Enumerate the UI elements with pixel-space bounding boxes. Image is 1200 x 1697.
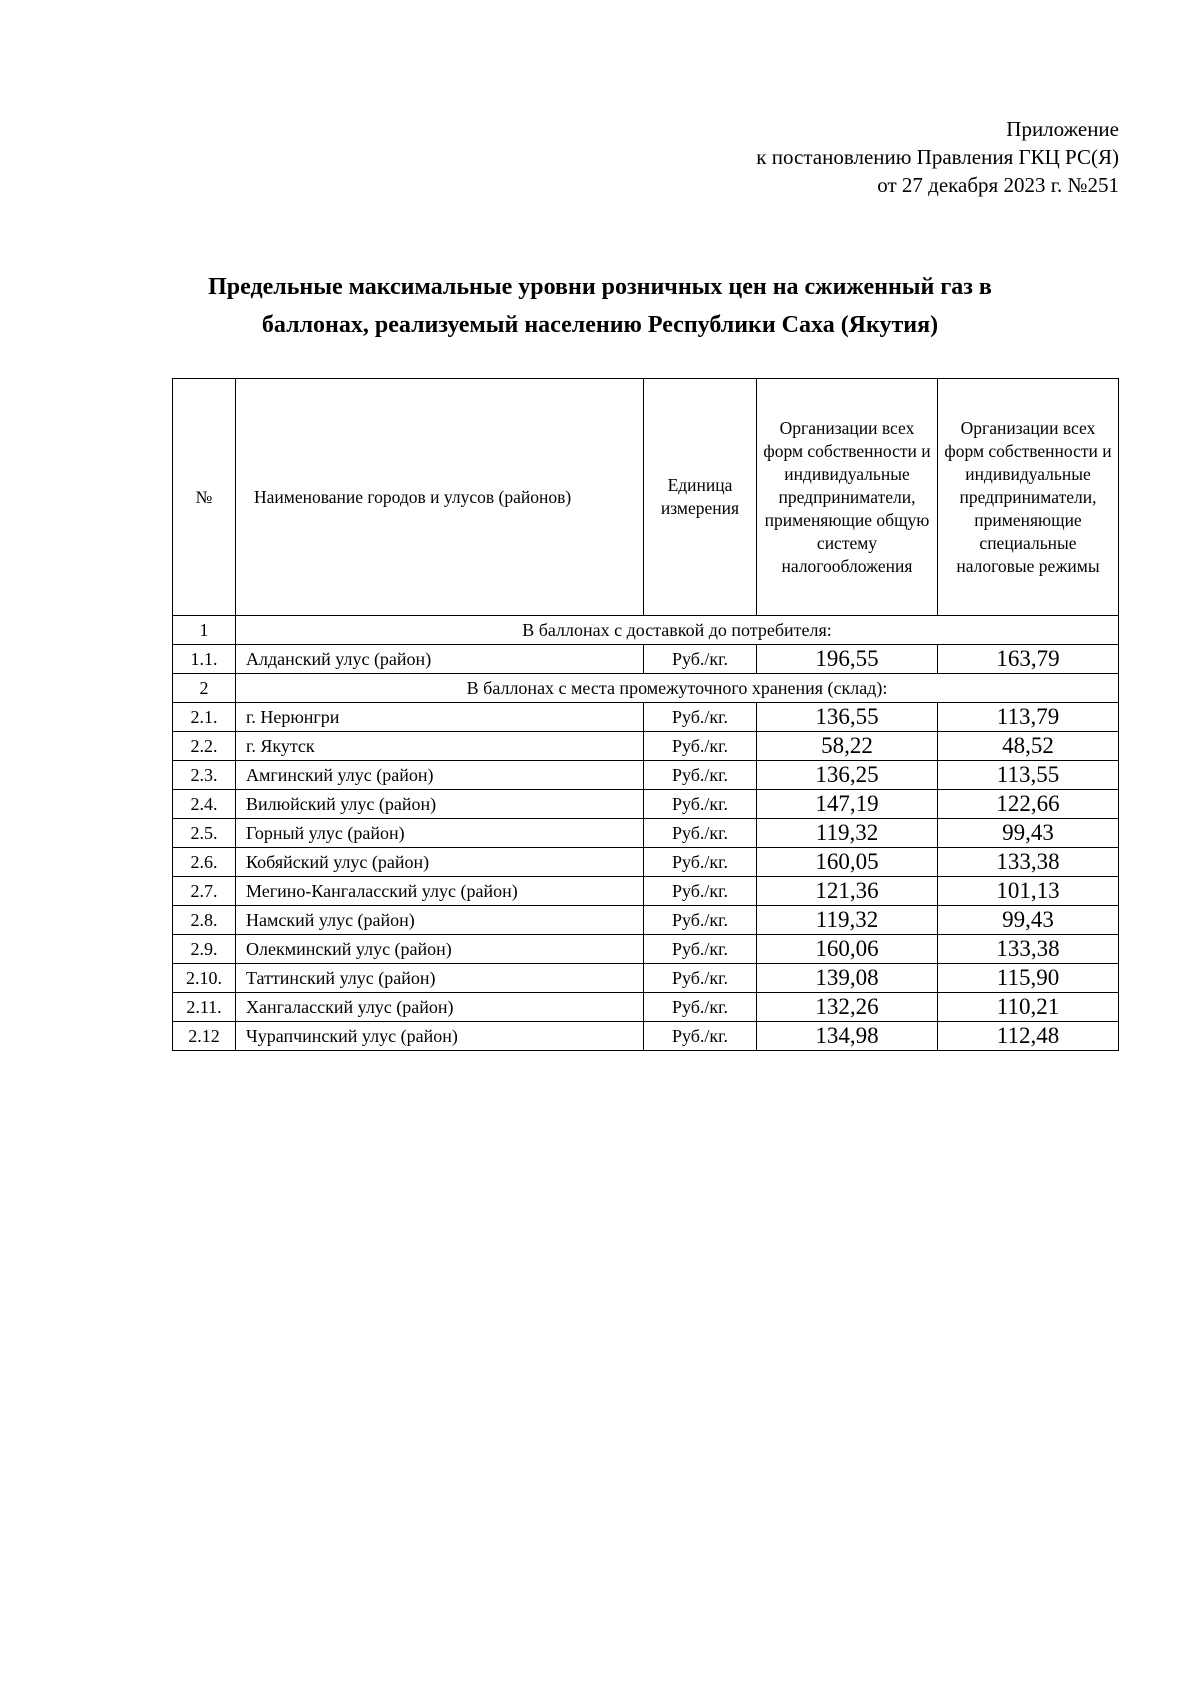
table-row [173, 645, 1119, 674]
document-title [150, 268, 1050, 344]
row-name: Намский улус (район) [236, 906, 644, 935]
row-unit: Руб./кг. [644, 1022, 757, 1051]
row-name: Мегино-Кангаласский улус (район) [236, 877, 644, 906]
header-special-tax: Организации всех форм собственности и индивидуальные предприниматели, применяющие специальные налоговые режимы [938, 379, 1119, 616]
row-name: Горный улус (район) [236, 819, 644, 848]
row-number: 1.1. [173, 645, 236, 674]
section-number: 2 [173, 674, 236, 703]
row-general-price: 160,05 [757, 848, 938, 877]
table-row [173, 761, 1119, 790]
row-special-price: 115,90 [938, 964, 1119, 993]
table-row [173, 848, 1119, 877]
row-number: 2.1. [173, 703, 236, 732]
row-general-price: 134,98 [757, 1022, 938, 1051]
header-number: № [173, 379, 236, 616]
row-name: Амгинский улус (район) [236, 761, 644, 790]
row-name: г. Нерюнгри [236, 703, 644, 732]
title-line-2: баллонах, реализуемый населению Республики Саха (Якутия) [261, 312, 939, 338]
row-unit: Руб./кг. [644, 819, 757, 848]
row-name: Таттинский улус (район) [236, 964, 644, 993]
section-row [173, 674, 1119, 703]
row-number: 2.8. [173, 906, 236, 935]
row-unit: Руб./кг. [644, 935, 757, 964]
row-number: 2.5. [173, 819, 236, 848]
row-general-price: 139,08 [757, 964, 938, 993]
row-number: 2.7. [173, 877, 236, 906]
row-unit: Руб./кг. [644, 964, 757, 993]
row-name: Чурапчинский улус (район) [236, 1022, 644, 1051]
row-unit: Руб./кг. [644, 732, 757, 761]
row-special-price: 133,38 [938, 935, 1119, 964]
row-number: 2.10. [173, 964, 236, 993]
row-number: 2.11. [173, 993, 236, 1022]
table-row [173, 906, 1119, 935]
row-unit: Руб./кг. [644, 703, 757, 732]
row-unit: Руб./кг. [644, 993, 757, 1022]
row-name: Хангаласский улус (район) [236, 993, 644, 1022]
row-name: Олекминский улус (район) [236, 935, 644, 964]
row-general-price: 119,32 [757, 819, 938, 848]
header-name: Наименование городов и улусов (районов) [236, 379, 644, 616]
row-unit: Руб./кг. [644, 645, 757, 674]
row-special-price: 133,38 [938, 848, 1119, 877]
row-unit: Руб./кг. [644, 848, 757, 877]
row-special-price: 101,13 [938, 877, 1119, 906]
row-unit: Руб./кг. [644, 761, 757, 790]
header-unit: Единица измерения [644, 379, 757, 616]
table-row [173, 819, 1119, 848]
row-general-price: 196,55 [757, 645, 938, 674]
row-general-price: 147,19 [757, 790, 938, 819]
row-name: Вилюйский улус (район) [236, 790, 644, 819]
table-row [173, 732, 1119, 761]
appendix-header [756, 115, 1119, 199]
section-label: В баллонах с доставкой до потребителя: [236, 616, 1119, 645]
table-row [173, 935, 1119, 964]
row-general-price: 136,55 [757, 703, 938, 732]
header-general-tax: Организации всех форм собственности и индивидуальные предприниматели, применяющие общую систему налогообложения [757, 379, 938, 616]
row-number: 2.2. [173, 732, 236, 761]
row-unit: Руб./кг. [644, 790, 757, 819]
row-unit: Руб./кг. [644, 877, 757, 906]
row-general-price: 132,26 [757, 993, 938, 1022]
row-number: 2.6. [173, 848, 236, 877]
row-special-price: 99,43 [938, 906, 1119, 935]
row-general-price: 160,06 [757, 935, 938, 964]
appendix-line-1: Приложение [1006, 117, 1119, 141]
price-table [172, 378, 1119, 1051]
row-general-price: 136,25 [757, 761, 938, 790]
row-special-price: 113,55 [938, 761, 1119, 790]
row-special-price: 113,79 [938, 703, 1119, 732]
appendix-line-2: к постановлению Правления ГКЦ РС(Я) [756, 145, 1119, 169]
row-special-price: 112,48 [938, 1022, 1119, 1051]
row-general-price: 119,32 [757, 906, 938, 935]
section-row [173, 616, 1119, 645]
row-special-price: 163,79 [938, 645, 1119, 674]
row-number: 2.4. [173, 790, 236, 819]
row-number: 2.3. [173, 761, 236, 790]
section-number: 1 [173, 616, 236, 645]
row-general-price: 121,36 [757, 877, 938, 906]
table-row [173, 790, 1119, 819]
row-number: 2.12 [173, 1022, 236, 1051]
appendix-line-3: от 27 декабря 2023 г. №251 [877, 173, 1119, 197]
row-name: Алданский улус (район) [236, 645, 644, 674]
table-row [173, 877, 1119, 906]
row-special-price: 99,43 [938, 819, 1119, 848]
row-general-price: 58,22 [757, 732, 938, 761]
row-number: 2.9. [173, 935, 236, 964]
row-name: г. Якутск [236, 732, 644, 761]
row-special-price: 110,21 [938, 993, 1119, 1022]
title-line-1: Предельные максимальные уровни розничных цен на сжиженный газ в [208, 274, 992, 300]
table-row [173, 993, 1119, 1022]
table-row [173, 703, 1119, 732]
row-unit: Руб./кг. [644, 906, 757, 935]
row-special-price: 122,66 [938, 790, 1119, 819]
table-row [173, 1022, 1119, 1051]
table-header-row [173, 379, 1119, 616]
section-label: В баллонах с места промежуточного хранения (склад): [236, 674, 1119, 703]
row-special-price: 48,52 [938, 732, 1119, 761]
row-name: Кобяйский улус (район) [236, 848, 644, 877]
table-row [173, 964, 1119, 993]
